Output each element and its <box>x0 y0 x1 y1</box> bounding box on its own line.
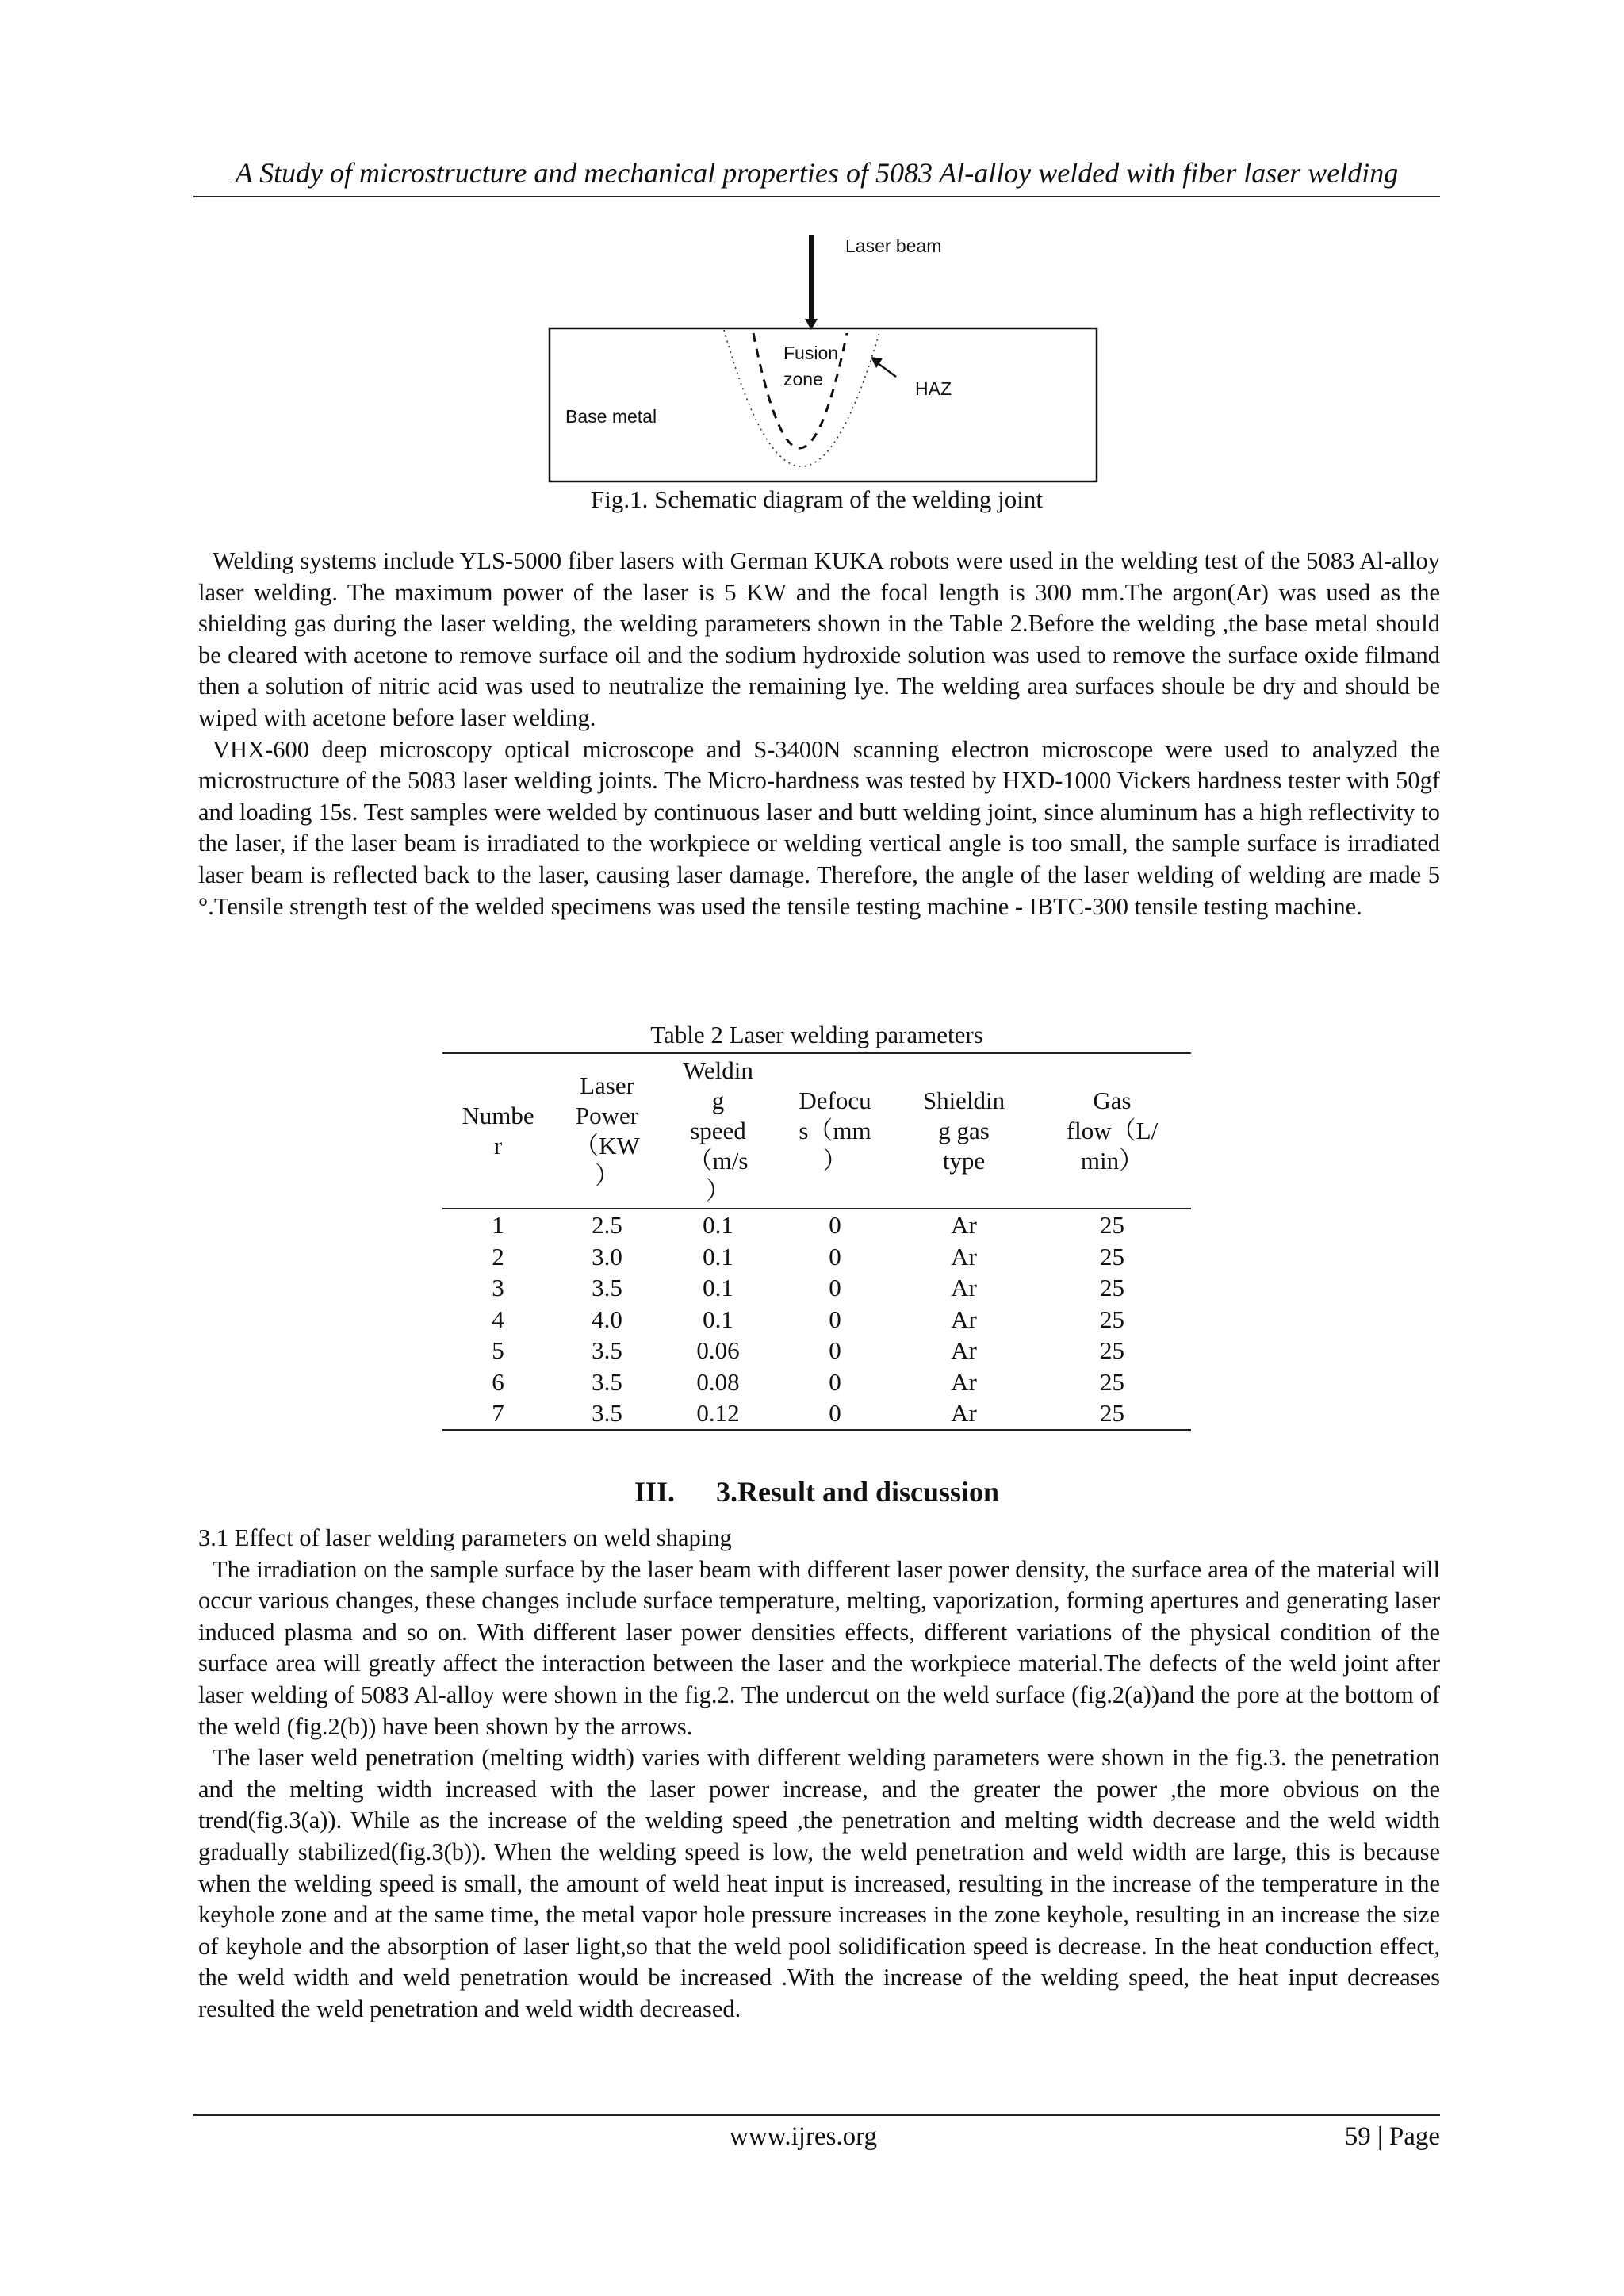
methods-text <box>198 546 1440 922</box>
running-header: A Study of microstructure and mechanical properties of 5083 Al-alloy welded with fiber laser welding <box>235 157 1399 189</box>
paragraph: The laser weld penetration (melting width) varies with different welding parameters were shown in the fig.3. the penetration and the melting width increased with the laser power increase, and the greater the power ,the more obvious on the trend(fig.3(a)). While as the increase of the welding speed ,the penetration and melting width decrease and the weld width gradually stabilized(fig.3(b)). When the welding speed is low, the weld penetration and weld width are large, this is because when the welding speed is small, the amount of weld heat input is increased, resulting in the increase of the temperature in the keyhole zone and at the same time, the metal vapor hole pressure increases in the zone keyhole, resulting in an increase the size of keyhole and the absorption of laser light,so that the weld pool solidification speed is decrease. In the heat conduction effect, the weld width and weld penetration would be increased .With the increase of the welding speed, the heat input decreases resulted the weld penetration and weld width decreased. <box>198 1744 1440 2022</box>
table-row: 7 3.5 0.12 0 Ar 25 <box>442 1397 1191 1430</box>
zone-label: zone <box>783 369 823 389</box>
table-header-row <box>442 1053 1191 1209</box>
table-row: 1 2.5 0.1 0 Ar 25 <box>492 1211 1124 1239</box>
table-row: 5 3.5 0.06 0 Ar 25 <box>492 1336 1124 1364</box>
welding-parameters-table <box>442 1052 1191 1431</box>
header-shielding-gas-type: Shieldin g gas type <box>894 1053 1033 1209</box>
paragraph: The irradiation on the sample surface by the laser beam with different laser power density, the surface area of the material will occur various changes, these changes include surface temperature, melting, vaporization, forming apertures and generating laser induced plasma and so on. With different laser power densities effects, different variations of the physical condition of the surface area will greatly affect the interaction between the laser and the workpiece material.The defects of the weld joint after laser welding of 5083 Al-alloy were shown in the fig.2. The undercut on the weld surface (fig.2(a))and the pore at the bottom of the weld (fig.2(b)) have been shown by the arrows. <box>198 1555 1440 1740</box>
table-row: 3 3.5 0.1 0 Ar 25 <box>492 1274 1124 1301</box>
fusion-label: Fusion <box>783 343 839 363</box>
footer-rule <box>193 2114 1440 2116</box>
footer-url: www.ijres.org <box>730 2122 878 2151</box>
figure-1-caption: Fig.1. Schematic diagram of the welding joint <box>591 485 1043 513</box>
header-defocus: Defocu s（mm ） <box>776 1053 894 1209</box>
table-2-caption: Table 2 Laser welding parameters <box>650 1021 983 1048</box>
header-gas-flow: Gas flow（L/ min） <box>1033 1053 1191 1209</box>
subsection-heading: 3.1 Effect of laser welding parameters on weld shaping <box>198 1524 732 1551</box>
base-metal-label: Base metal <box>565 406 657 427</box>
haz-label: HAZ <box>915 378 952 399</box>
header-rule <box>193 196 1440 197</box>
figure-1-welding-schematic <box>539 230 1110 492</box>
section-number: III. <box>634 1476 675 1508</box>
header-laser-power: Laser Power （KW ） <box>553 1053 661 1209</box>
header-number: Numbe r <box>442 1053 553 1209</box>
page-number: 59 | Page <box>1344 2122 1440 2151</box>
welding-joint-diagram <box>539 230 1110 492</box>
table-row: 4 4.0 0.1 0 Ar 25 <box>492 1305 1124 1333</box>
paragraph: VHX-600 deep microscopy optical microscope and S-3400N scanning electron microscope were used to analyzed the microstructure of the 5083 laser welding joints. The Micro-hardness was tested by HXD-1000 Vickers hardness tester with 50gf and loading 15s. Test samples were welded by continuous laser and butt welding joint, since aluminum has a high reflectivity to the laser, if the laser beam is irradiated to the workpiece or welding vertical angle is too small, the sample surface is irradiated laser beam is reflected back to the laser, causing laser damage. Therefore, the angle of the laser welding of welding are made 5 °.Tensile strength test of the welded specimens was used the tensile testing machine - IBTC-300 tensile testing machine. <box>198 735 1440 920</box>
header-welding-speed: Weldin g speed （m/s ） <box>661 1053 776 1209</box>
table-row: 2 3.0 0.1 0 Ar 25 <box>492 1242 1124 1271</box>
laser-beam-label: Laser beam <box>845 236 942 256</box>
results-text <box>198 1523 1440 2026</box>
haz-pointer-arrow <box>878 363 896 377</box>
paragraph: Welding systems include YLS-5000 fiber lasers with German KUKA robots were used in the welding test of the 5083 Al-alloy laser welding. The maximum power of the laser is 5 KW and the focal length is 300 mm.The argon(Ar) was used as the shielding gas during the laser welding, the welding parameters shown in the Table 2.Before the welding ,the base metal should be cleared with acetone to remove surface oil and the sodium hydroxide solution was used to remove the surface oxide filmand then a solution of nitric acid was used to neutralize the remaining lye. The welding area surfaces shoule be dry and should be wiped with acetone before laser welding. <box>198 547 1440 731</box>
section-title: 3.Result and discussion <box>715 1476 1000 1508</box>
section-heading <box>193 1474 1440 1510</box>
table-row: 6 3.5 0.08 0 Ar 25 <box>492 1367 1124 1396</box>
